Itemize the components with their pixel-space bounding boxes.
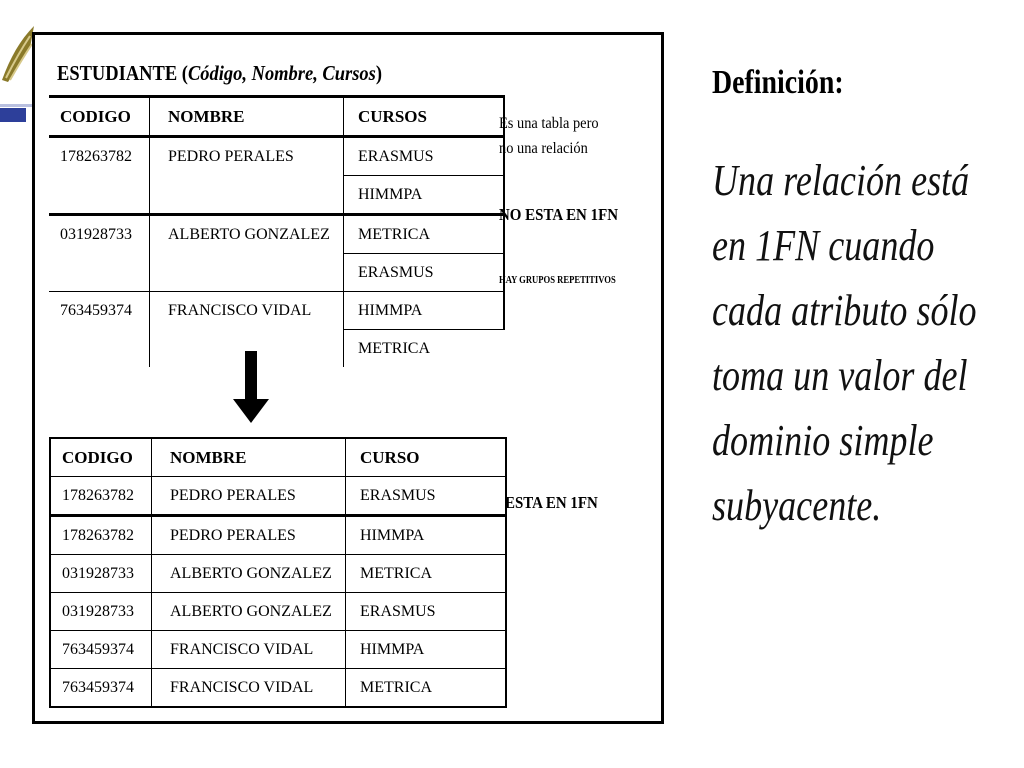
note-repeating-groups: HAY GRUPOS REPETITIVOS: [499, 275, 616, 286]
accent-line: [0, 104, 34, 107]
title-close: ): [375, 61, 383, 85]
table-row: [50, 631, 506, 669]
cell-nombre: PEDRO PERALES: [152, 516, 346, 555]
cell-codigo: 178263782: [50, 516, 152, 555]
cell-codigo: 031928733: [49, 215, 150, 254]
cell-nombre: ALBERTO GONZALEZ: [150, 215, 344, 254]
cell-codigo: 763459374: [49, 292, 150, 330]
note-not-1fn: NO ESTA EN 1FN: [499, 205, 619, 224]
title-open: (: [177, 61, 188, 85]
normalized-table: [49, 437, 507, 708]
table-row: [49, 137, 504, 176]
logo-icon: [0, 18, 36, 88]
table-row: [50, 555, 506, 593]
note-is-1fn: ESTA EN 1FN: [505, 493, 598, 512]
table-row: [49, 176, 504, 215]
table-row: [50, 477, 506, 516]
cell-codigo: 031928733: [50, 555, 152, 593]
table-header-row: [50, 438, 506, 477]
header-cursos: CURSOS: [344, 97, 505, 137]
header-codigo: CODIGO: [50, 438, 152, 477]
cell-curso: HIMMPA: [344, 176, 505, 215]
header-curso: CURSO: [346, 438, 507, 477]
table-row: [49, 330, 504, 368]
cell-curso: HIMMPA: [344, 292, 505, 330]
table-row: [50, 593, 506, 631]
header-codigo: CODIGO: [49, 97, 150, 137]
header-nombre: NOMBRE: [150, 97, 344, 137]
entity-name: ESTUDIANTE: [57, 61, 178, 85]
table-row: [49, 254, 504, 292]
cell-curso: ERASMUS: [344, 137, 505, 176]
table-row: [50, 516, 506, 555]
cell-nombre: PEDRO PERALES: [150, 137, 344, 176]
unnormalized-table: [49, 95, 505, 367]
table-row: [50, 669, 506, 708]
cell-codigo: [49, 330, 150, 368]
cell-curso: HIMMPA: [346, 631, 507, 669]
table-row: [49, 292, 504, 330]
figure-title: [57, 61, 382, 86]
cell-nombre: [150, 176, 344, 215]
cell-curso: METRICA: [344, 215, 505, 254]
cell-nombre: FRANCISCO VIDAL: [152, 669, 346, 708]
cell-nombre: ALBERTO GONZALEZ: [152, 593, 346, 631]
cell-codigo: [49, 254, 150, 292]
cell-nombre: [150, 254, 344, 292]
down-arrow-icon: [233, 351, 269, 423]
cell-curso: METRICA: [358, 339, 430, 357]
cell-nombre: ALBERTO GONZALEZ: [152, 555, 346, 593]
cell-curso: ERASMUS: [344, 254, 505, 292]
cell-curso: HIMMPA: [346, 516, 507, 555]
cell-curso: ERASMUS: [346, 593, 507, 631]
cell-codigo: 763459374: [50, 669, 152, 708]
cell-curso: ERASMUS: [346, 477, 507, 516]
cell-codigo: 178263782: [50, 477, 152, 516]
entity-attributes: Código, Nombre, Cursos: [187, 61, 376, 85]
definition-body: Una relación está en 1FN cuando cada atributo sólo toma un valor del dominio simple subyacente.: [712, 156, 977, 530]
definition-title: Definición:: [712, 64, 844, 101]
cell-codigo: 031928733: [50, 593, 152, 631]
header-nombre: NOMBRE: [152, 438, 346, 477]
cell-codigo: [49, 176, 150, 215]
cell-curso: METRICA: [346, 555, 507, 593]
accent-bar: [0, 108, 26, 122]
normalization-figure: [32, 32, 664, 724]
cell-nombre: FRANCISCO VIDAL: [150, 292, 344, 330]
cell-nombre: FRANCISCO VIDAL: [152, 631, 346, 669]
cell-codigo: 178263782: [49, 137, 150, 176]
table-row: [49, 215, 504, 254]
cell-codigo: 763459374: [50, 631, 152, 669]
note-relation: Es una tabla pero no una relación: [499, 115, 599, 157]
cell-curso: METRICA: [346, 669, 507, 708]
cell-nombre: PEDRO PERALES: [152, 477, 346, 516]
